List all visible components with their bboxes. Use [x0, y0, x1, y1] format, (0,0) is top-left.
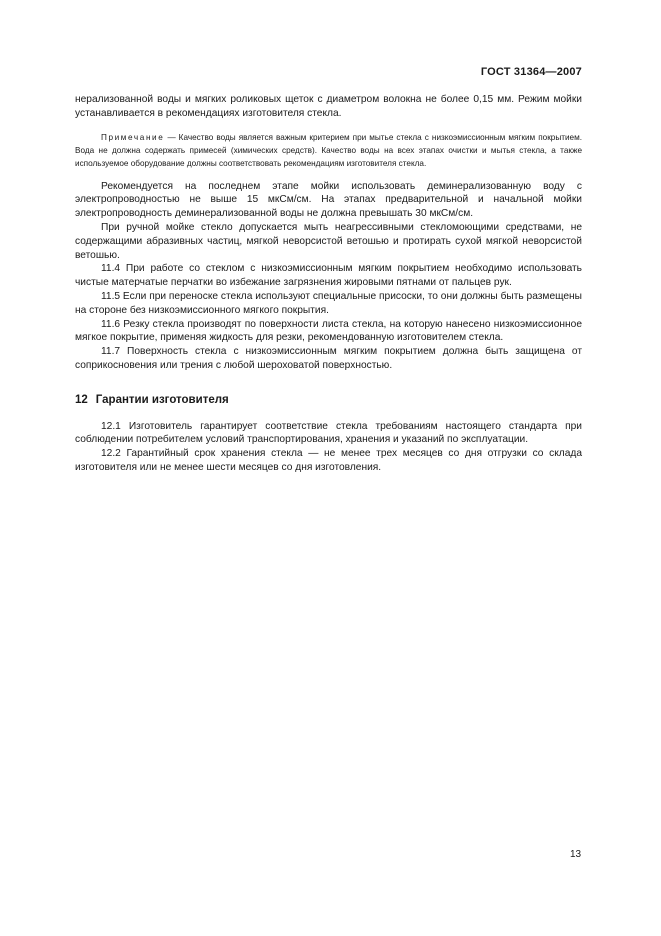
note-paragraph: [75, 131, 582, 170]
section-12-heading: [75, 394, 582, 408]
paragraph-12-2: 12.2 Гарантийный срок хранения стекла — не менее трех месяцев со дня отгрузки со склада изготовителя или не менее шести месяцев со дня изготовления.: [75, 448, 582, 473]
paragraph-manual-washing: При ручной мойке стекло допускается мыть неагрессивными стекломоющими средствами, не содержащими абразивных частиц, мягкой неворсистой ветошью и протирать сухой мягкой неворсистой ветошью.: [75, 221, 582, 261]
paragraph-11-5: 11.5 Если при переноске стекла используют специальные присоски, то они должны быть размещены на стороне без низкоэмиссионного мягкого покрытия.: [75, 290, 582, 316]
page-body: [75, 93, 582, 475]
page-number: 13: [570, 849, 582, 860]
note-label: Примечание: [101, 132, 165, 142]
paragraph-continuation: нерализованной воды и мягких роликовых щеток с диаметром волокна не более 0,15 мм. Режим мойки устанавливается в рекомендациях изготовителя стекла.: [75, 94, 582, 119]
paragraph-11-6: 11.6 Резку стекла производят по поверхности листа стекла, на которую нанесено низкоэмиссионное мягкое покрытие, применяя жидкость для резки, рекомендованную изготовителем стекла.: [75, 318, 582, 344]
paragraph-11-4: 11.4 При работе со стеклом с низкоэмиссионным мягким покрытием необходимо использовать чистые матерчатые перчатки во избежание загрязнения жировыми пятнами от пальцев рук.: [75, 263, 582, 289]
note-text: — Качество воды является важным критерием при мытье стекла с низкоэмиссионным мягким покрытием. Вода не должна содержать примесей (химических средств). Качество воды на всех этапах очистки и мытья стекла, а также используемое оборудование должны соответствовать рекомендациям изготовителя стекла.: [75, 132, 582, 168]
paragraph-12-1: 12.1 Изготовитель гарантирует соответствие стекла требованиям настоящего стандарта при соблюдении потребителем условий транспортирования, хранения и указаний по эксплуатации.: [75, 420, 582, 446]
section-title: Гарантии изготовителя: [95, 393, 229, 406]
paragraph-water-conductivity: Рекомендуется на последнем этапе мойки использовать деминерализованную воду с электропроводностью не выше 15 мкСм/см. На этапах предварительной и начальной мойки электропроводность деминерализованной воды не должна превышать 30 мкСм/см.: [75, 180, 582, 220]
paragraph-11-7: 11.7 Поверхность стекла с низкоэмиссионным мягким покрытием должна быть защищена от соприкосновения или трения с любой шероховатой поверхностью.: [75, 346, 582, 371]
document-code-header: ГОСТ 31364—2007: [480, 66, 582, 78]
section-number: 12: [75, 393, 88, 406]
